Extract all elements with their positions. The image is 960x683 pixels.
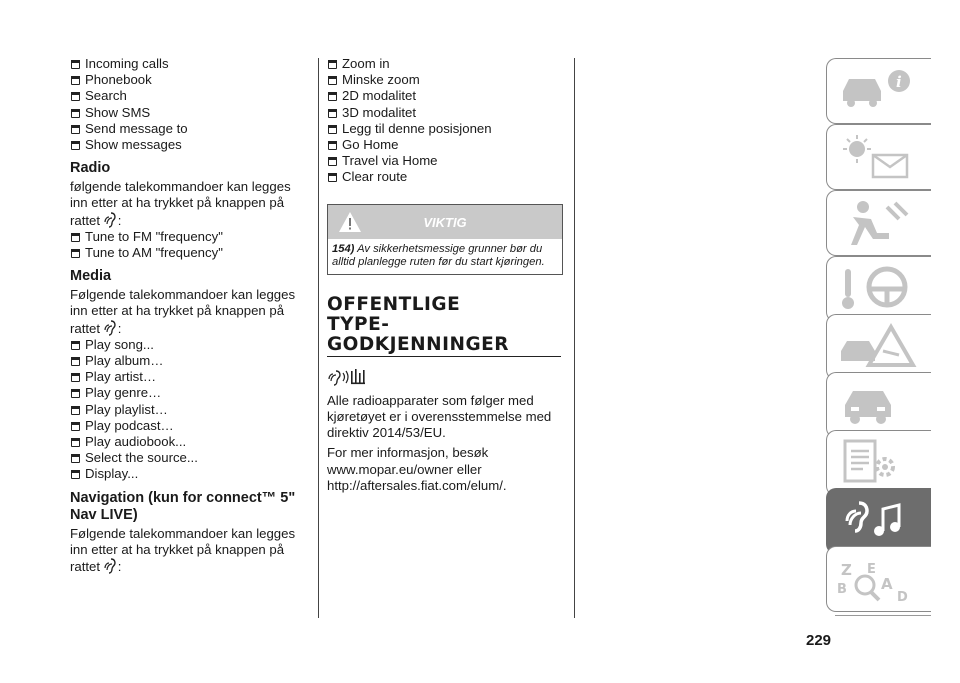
tab-maintenance[interactable] — [826, 372, 931, 438]
warning-box — [327, 204, 563, 275]
list-item: Show SMS — [70, 105, 304, 121]
technical-data-icon — [837, 437, 921, 489]
list-item: Travel via Home — [327, 153, 563, 169]
media-heading: Media — [70, 268, 112, 285]
tab-car-info[interactable] — [826, 58, 931, 124]
column-divider — [574, 58, 575, 618]
tab-emergency[interactable] — [826, 314, 931, 380]
column-divider — [318, 58, 319, 618]
steering-wheel-icon — [837, 263, 921, 315]
list-item: Display... — [70, 466, 304, 482]
voice-button-icon — [104, 212, 118, 228]
list-item: 3D modalitet — [327, 105, 563, 121]
list-item: Play podcast… — [70, 418, 304, 434]
tab-index[interactable] — [826, 546, 931, 612]
navigation-heading: Navigation (kun for connect™ 5" Nav LIVE) — [70, 489, 296, 523]
list-item: Phonebook — [70, 72, 304, 88]
car-service-icon — [837, 379, 921, 431]
list-item: Go Home — [327, 137, 563, 153]
voice-button-icon — [104, 558, 118, 574]
tab-starting-driving[interactable] — [826, 256, 931, 322]
list-item: Play album… — [70, 353, 304, 369]
safety-airbag-icon — [837, 197, 921, 249]
navigation-intro: Følgende talekommandoer kan legges inn etter at ha trykket på knappen på rattet : — [70, 525, 296, 575]
list-item: Legg til denne posisjonen — [327, 121, 563, 137]
left-column — [70, 56, 304, 575]
svg-text:A: A — [881, 575, 893, 593]
media-intro: Følgende talekommandoer kan legges inn etter at ha trykket på knappen på rattet : — [70, 287, 296, 336]
list-item: Select the source... — [70, 450, 304, 466]
list-item: Play artist… — [70, 369, 304, 385]
list-item: Play playlist… — [70, 402, 304, 418]
warning-lights-icon — [837, 131, 921, 183]
section-heading: OFFENTLIGE TYPE- GODKJENNINGER — [327, 293, 510, 355]
page-number: 229 — [806, 632, 832, 649]
list-item: Incoming calls — [70, 56, 304, 72]
radio-commands-list — [70, 229, 304, 261]
svg-text:D: D — [897, 590, 908, 605]
warning-title: VIKTIG — [423, 214, 467, 230]
section-rule — [327, 356, 561, 357]
list-item: Clear route — [327, 169, 563, 185]
list-item: Search — [70, 88, 304, 104]
tab-multimedia[interactable] — [826, 488, 931, 554]
list-item: 2D modalitet — [327, 88, 563, 104]
breakdown-icon — [837, 321, 921, 373]
middle-column — [327, 56, 563, 494]
media-commands-list — [70, 337, 304, 483]
warning-header — [328, 205, 562, 239]
tab-technical-data[interactable] — [826, 430, 931, 496]
radio-antenna-icon — [327, 367, 369, 387]
phone-commands-list — [70, 56, 304, 153]
list-item: Zoom in — [327, 56, 563, 72]
list-item: Play song... — [70, 337, 304, 353]
warning-number: 154) — [332, 242, 355, 255]
svg-text:i: i — [896, 73, 902, 91]
svg-text:B: B — [837, 582, 847, 597]
tab-warning-lights[interactable] — [826, 124, 931, 190]
list-item: Play audiobook... — [70, 434, 304, 450]
approval-paragraph-1: Alle radioapparater som følger med kjøretøyet er i overensstemmelse med direktiv 2014/53/EU. — [327, 392, 552, 441]
list-item: Tune to FM "frequency" — [70, 229, 304, 245]
radio-intro: følgende talekommandoer kan legges inn etter at ha trykket på knappen på rattet : — [70, 179, 291, 228]
warning-text: Av sikkerhetsmessige grunner bør du alltid planlegge ruten før du start kjøringen. — [332, 242, 545, 269]
list-item: Tune to AM "frequency" — [70, 245, 304, 261]
warning-body — [328, 239, 562, 274]
list-item: Show messages — [70, 137, 304, 153]
car-info-icon — [837, 65, 921, 117]
list-item: Send message to — [70, 121, 304, 137]
tab-safety[interactable] — [826, 190, 931, 256]
approval-paragraph-2: For mer informasjon, besøk www.mopar.eu/owner eller http://aftersales.fiat.com/elum/. — [327, 445, 507, 493]
multimedia-icon — [837, 495, 921, 547]
list-item: Play genre… — [70, 385, 304, 401]
list-item: Minske zoom — [327, 72, 563, 88]
radio-heading: Radio — [70, 160, 111, 177]
svg-text:Z: Z — [841, 561, 852, 579]
index-icon — [837, 553, 921, 605]
navigation-commands-list — [327, 56, 563, 186]
svg-text:E: E — [867, 562, 876, 577]
voice-button-icon — [104, 320, 118, 336]
